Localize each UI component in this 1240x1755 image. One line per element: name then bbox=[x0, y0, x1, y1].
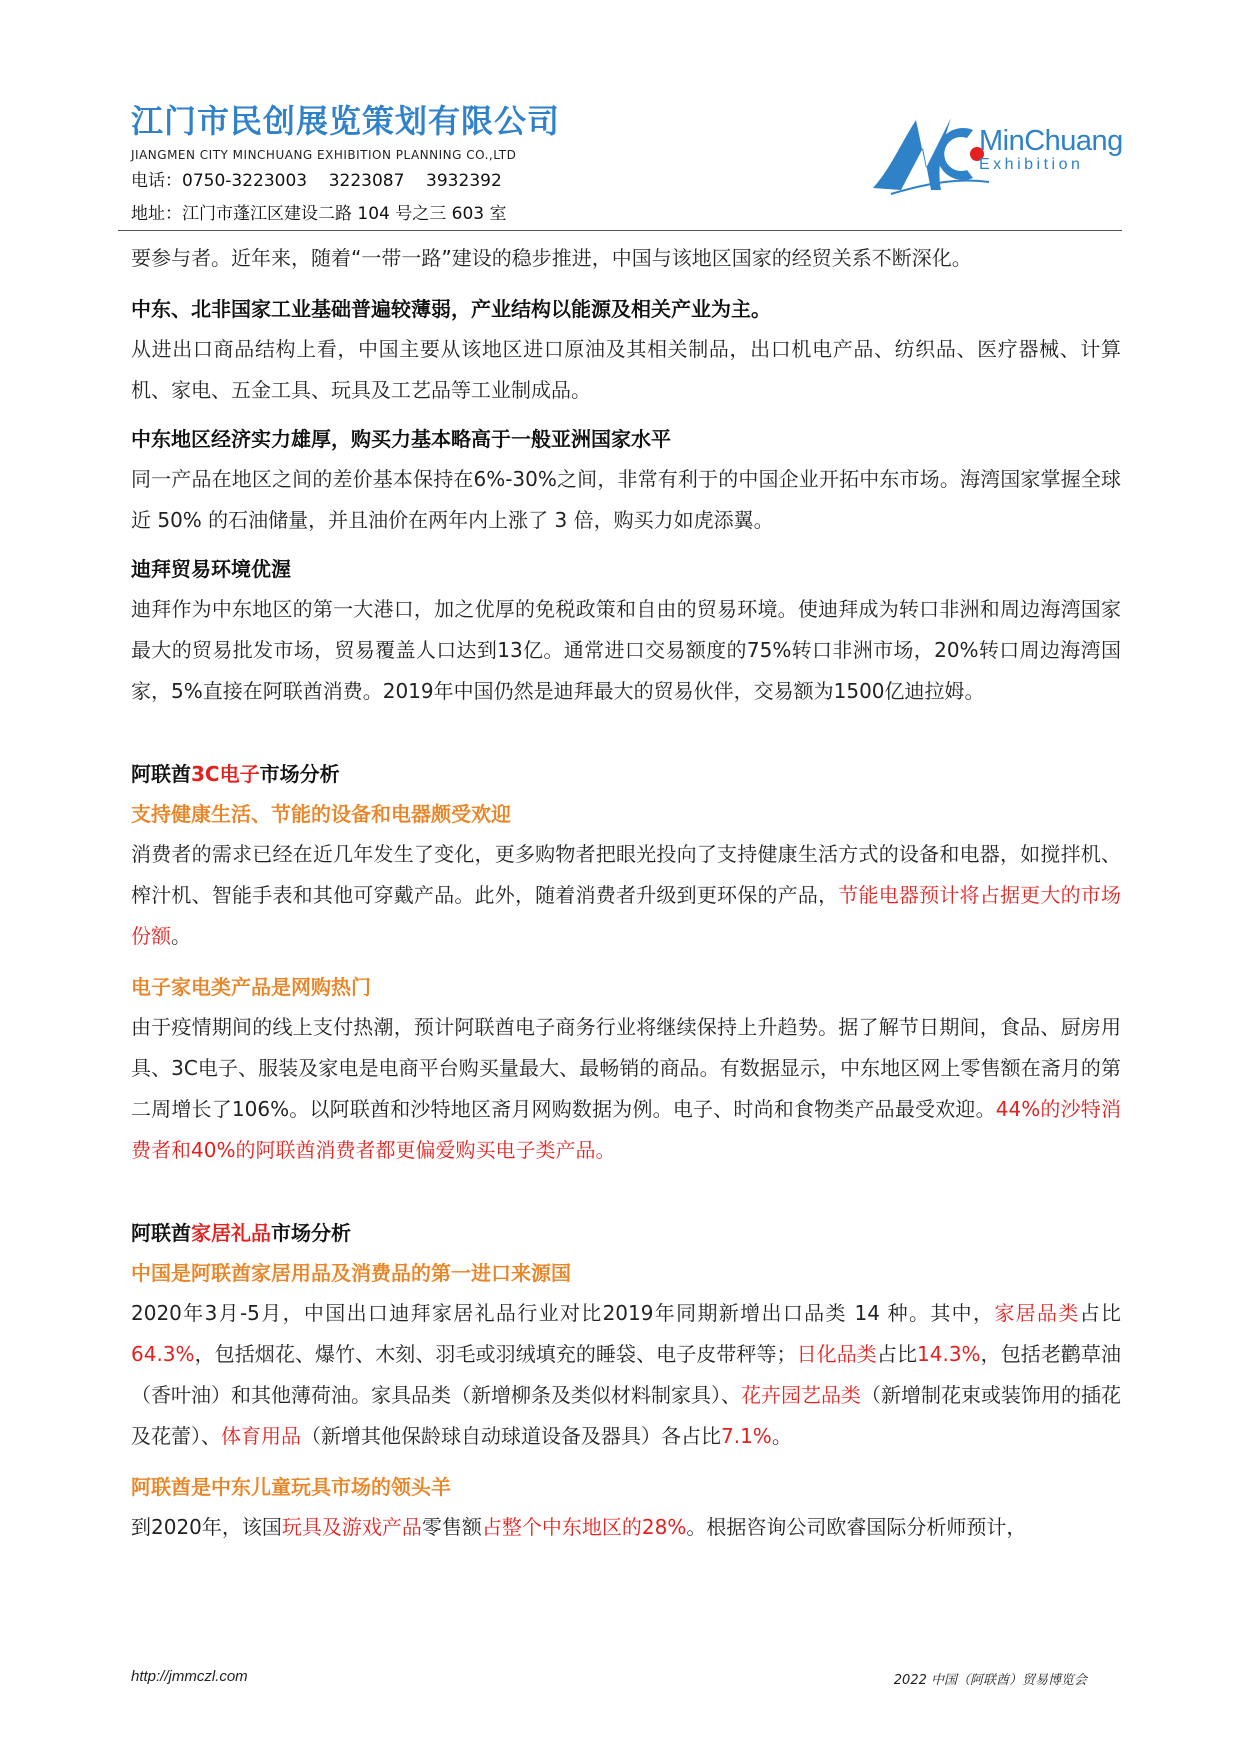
logo-line-2: Exhibition bbox=[979, 156, 1084, 173]
text-run: （新增制花束或装饰用的插花及花蕾）、 bbox=[131, 1383, 1121, 1448]
footer-event: 2022 中国（阿联酋）贸易博览会 bbox=[893, 1673, 1087, 1688]
highlight-run: 玩具及游戏产品 bbox=[281, 1515, 422, 1539]
text-run: （新增其他保龄球自动球道设备及器具）各占比 bbox=[301, 1424, 721, 1448]
company-name-cn: 江门市民创展览策划有限公司 bbox=[131, 102, 561, 140]
phone-line: 电话：0750-3223003 3223087 3932392 bbox=[131, 171, 502, 191]
text-run: 到2020年，该国 bbox=[131, 1515, 282, 1539]
health-highlight: 节能电器预计将占据更大的市场份额 bbox=[131, 883, 1122, 948]
online-heading: 电子家电类产品是网购热门 bbox=[131, 975, 371, 999]
text-run: 。 bbox=[771, 1424, 792, 1448]
text-run: 。根据咨询公司欧睿国际分析师预计， bbox=[686, 1515, 1027, 1539]
text-run: ，包括老鹳草油（香叶油）和其他薄荷油。家具品类（新增柳条及类似材料制家具）、 bbox=[131, 1342, 1122, 1407]
industry-paragraph: 从进出口商品结构上看，中国主要从该地区进口原油及其相关制品，出口机电产品、纺织品、医疗器械、计算机、家电、五金工具、玩具及工艺品等工业制成品。 bbox=[131, 337, 1121, 402]
intro-paragraph: 要参与者。近年来，随着“一带一路”建设的稳步推进，中国与该地区国家的经贸关系不断深化。 bbox=[131, 246, 972, 270]
highlight-run: 花卉园艺品类 bbox=[741, 1383, 861, 1407]
section-home-title: 阿联酋家居礼品市场分析 bbox=[131, 1221, 351, 1245]
header-divider bbox=[118, 230, 1122, 231]
economy-heading: 中东地区经济实力雄厚，购买力基本略高于一般亚洲国家水平 bbox=[131, 427, 671, 451]
text-run: 2020年3月-5月，中国出口迪拜家居礼品行业对比2019年同期新增出口品类 14 种。其中， bbox=[131, 1301, 995, 1325]
company-name-en: JIANGMEN CITY MINCHUANG EXHIBITION PLANNING CO.,LTD bbox=[131, 148, 517, 162]
economy-paragraph: 同一产品在地区之间的差价基本保持在6%-30%之间，非常有利于的中国企业开拓中东市场。海湾国家掌握全球近 50% 的石油储量，并且油价在两年内上涨了 3 倍，购买力如虎添翼。 bbox=[131, 467, 1121, 532]
logo-wordmark bbox=[979, 126, 1123, 174]
section-3c-title: 阿联酋3C电子市场分析 bbox=[131, 762, 340, 786]
article-body bbox=[131, 238, 1121, 1548]
section-3c-highlight: 3C电子 bbox=[191, 762, 260, 786]
highlight-run: 体育用品 bbox=[221, 1424, 301, 1448]
text-run: 零售额 bbox=[421, 1515, 482, 1539]
highlight-run: 占整个中东地区的28% bbox=[481, 1515, 687, 1539]
health-paragraph: 消费者的需求已经在近几年发生了变化，更多购物者把眼光投向了支持健康生活方式的设备和电器，如搅拌机、榨汁机、智能手表和其他可穿戴产品。此外，随着消费者升级到更环保的产品，节能电器预计将占据更大的市场份额。 bbox=[131, 842, 1122, 948]
online-highlight: 44%的沙特消费者和40%的阿联酋消费者都更偏爱购买电子类产品。 bbox=[131, 1097, 1121, 1162]
footer-url[interactable]: http://jmmczl.com bbox=[131, 1668, 248, 1685]
china-paragraph bbox=[131, 1293, 1121, 1457]
highlight-run: 14.3% bbox=[917, 1342, 981, 1366]
toys-paragraph bbox=[131, 1507, 1121, 1548]
logo-line-1: MinChuang bbox=[979, 125, 1123, 157]
text-run: 占比 bbox=[876, 1342, 918, 1366]
text-run: ，包括烟花、爆竹、木刻、羽毛或羽绒填充的睡袋、电子皮带秤等； bbox=[194, 1342, 797, 1366]
china-heading: 中国是阿联酋家居用品及消费品的第一进口来源国 bbox=[131, 1261, 571, 1285]
address-line: 地址：江门市蓬江区建设二路 104 号之三 603 室 bbox=[131, 204, 507, 224]
dubai-heading: 迪拜贸易环境优渥 bbox=[131, 557, 291, 581]
dubai-paragraph: 迪拜作为中东地区的第一大港口，加之优厚的免税政策和自由的贸易环境。使迪拜成为转口非洲和周边海湾国家最大的贸易批发市场，贸易覆盖人口达到13亿。通常进口交易额度的75%转口非洲市场，20%转口周边海湾国家，5%直接在阿联酋消费。2019年中国仍然是迪拜最大的贸易伙伴，交易额为1500亿迪拉姆。 bbox=[131, 597, 1121, 703]
highlight-run: 7.1% bbox=[721, 1424, 772, 1448]
industry-heading: 中东、北非国家工业基础普遍较薄弱，产业结构以能源及相关产业为主。 bbox=[131, 297, 771, 321]
letterhead bbox=[131, 96, 1121, 230]
highlight-run: 日化品类 bbox=[796, 1342, 877, 1366]
highlight-run: 64.3% bbox=[131, 1342, 195, 1366]
health-heading: 支持健康生活、节能的设备和电器颇受欢迎 bbox=[131, 802, 511, 826]
text-run: 占比 bbox=[1079, 1301, 1122, 1325]
toys-heading: 阿联酋是中东儿童玩具市场的领头羊 bbox=[131, 1475, 451, 1499]
highlight-run: 家居品类 bbox=[994, 1301, 1080, 1325]
section-home-highlight: 家居礼品 bbox=[191, 1221, 271, 1245]
online-paragraph: 由于疫情期间的线上支付热潮，预计阿联酋电子商务行业将继续保持上升趋势。据了解节日期间，食品、厨房用具、3C电子、服装及家电是电商平台购买量最大、最畅销的商品。有数据显示，中东地区网上零售额在斋月的第二周增长了106%。以阿联酋和沙特地区斋月网购数据为例。电子、时尚和食物类产品最受欢迎。44%的沙特消费者和40%的阿联酋消费者都更偏爱购买电子类产品。 bbox=[131, 1015, 1121, 1162]
